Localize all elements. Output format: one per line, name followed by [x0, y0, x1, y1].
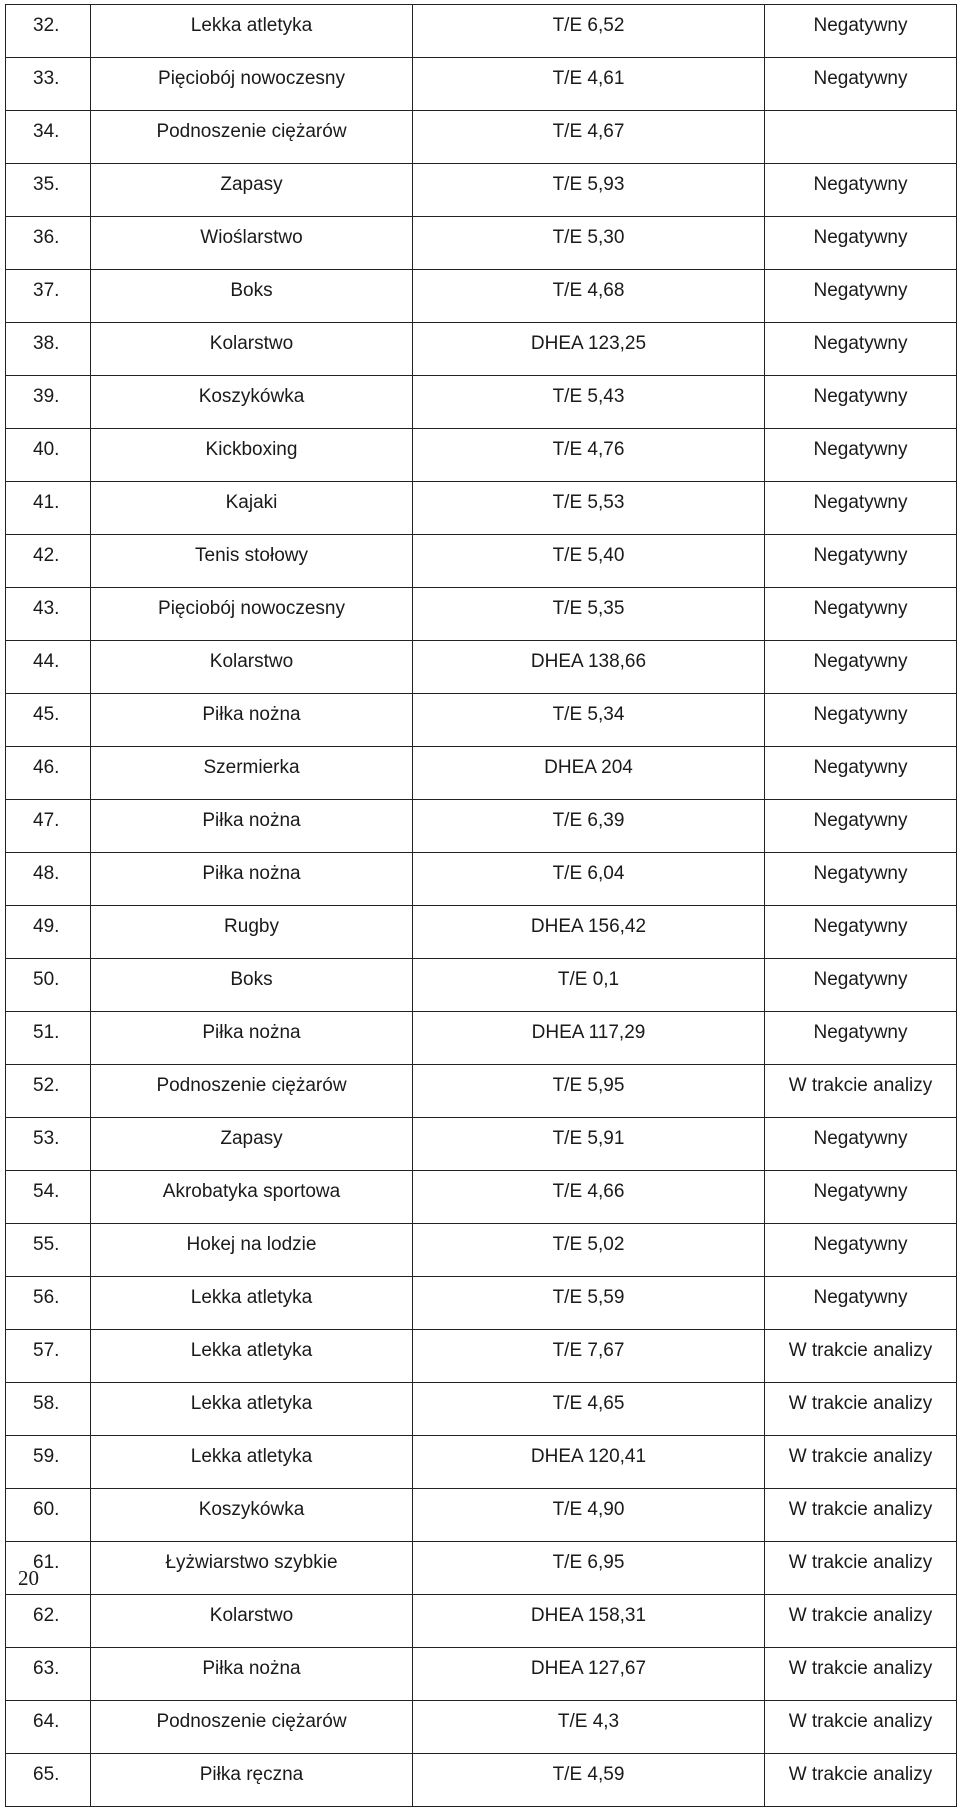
test-value-cell: T/E 5,35 [413, 588, 765, 641]
table-row [6, 588, 957, 641]
result-cell: W trakcie analizy [765, 1648, 957, 1701]
table-row [6, 1648, 957, 1701]
test-value-cell: T/E 5,34 [413, 694, 765, 747]
sport-cell: Szermierka [91, 747, 413, 800]
test-value-cell: T/E 4,68 [413, 270, 765, 323]
row-number-cell: 36. [6, 217, 91, 270]
row-number-cell: 38. [6, 323, 91, 376]
row-number-cell: 65. [6, 1754, 91, 1807]
row-number-cell: 57. [6, 1330, 91, 1383]
result-cell: W trakcie analizy [765, 1595, 957, 1648]
sport-cell: Hokej na lodzie [91, 1224, 413, 1277]
sport-cell: Podnoszenie ciężarów [91, 111, 413, 164]
sport-cell: Kolarstwo [91, 1595, 413, 1648]
row-number-cell: 42. [6, 535, 91, 588]
table-row [6, 58, 957, 111]
test-value-cell: T/E 5,02 [413, 1224, 765, 1277]
row-number-cell: 40. [6, 429, 91, 482]
page-number: 20 [18, 1566, 39, 1590]
table-row [6, 270, 957, 323]
row-number-cell: 56. [6, 1277, 91, 1330]
test-value-cell: DHEA 204 [413, 747, 765, 800]
result-cell: Negatywny [765, 482, 957, 535]
test-value-cell: T/E 4,61 [413, 58, 765, 111]
row-number-cell: 37. [6, 270, 91, 323]
sport-cell: Wioślarstwo [91, 217, 413, 270]
results-table [5, 4, 957, 1807]
result-cell: Negatywny [765, 1224, 957, 1277]
test-value-cell: DHEA 138,66 [413, 641, 765, 694]
sport-cell: Kolarstwo [91, 641, 413, 694]
result-cell: Negatywny [765, 5, 957, 58]
table-row [6, 5, 957, 58]
result-cell: Negatywny [765, 1277, 957, 1330]
test-value-cell: T/E 4,67 [413, 111, 765, 164]
sport-cell: Podnoszenie ciężarów [91, 1701, 413, 1754]
result-cell: Negatywny [765, 270, 957, 323]
sport-cell: Zapasy [91, 1118, 413, 1171]
row-number-cell: 45. [6, 694, 91, 747]
table-row [6, 853, 957, 906]
sport-cell: Podnoszenie ciężarów [91, 1065, 413, 1118]
test-value-cell: T/E 5,59 [413, 1277, 765, 1330]
result-cell: Negatywny [765, 376, 957, 429]
sport-cell: Pięciobój nowoczesny [91, 588, 413, 641]
row-number-cell: 49. [6, 906, 91, 959]
result-cell: Negatywny [765, 429, 957, 482]
row-number-cell: 39. [6, 376, 91, 429]
sport-cell: Lekka atletyka [91, 1383, 413, 1436]
result-cell: Negatywny [765, 1171, 957, 1224]
row-number-cell: 33. [6, 58, 91, 111]
table-row [6, 1754, 957, 1807]
table-row [6, 1277, 957, 1330]
result-cell [765, 111, 957, 164]
row-number-cell: 64. [6, 1701, 91, 1754]
sport-cell: Kolarstwo [91, 323, 413, 376]
test-value-cell: T/E 4,3 [413, 1701, 765, 1754]
table-row [6, 906, 957, 959]
table-row [6, 482, 957, 535]
sport-cell: Akrobatyka sportowa [91, 1171, 413, 1224]
table-row [6, 429, 957, 482]
test-value-cell: T/E 6,95 [413, 1542, 765, 1595]
table-row [6, 1012, 957, 1065]
test-value-cell: DHEA 120,41 [413, 1436, 765, 1489]
test-value-cell: T/E 5,93 [413, 164, 765, 217]
sport-cell: Lekka atletyka [91, 5, 413, 58]
test-value-cell: DHEA 123,25 [413, 323, 765, 376]
sport-cell: Piłka nożna [91, 853, 413, 906]
test-value-cell: T/E 5,95 [413, 1065, 765, 1118]
table-row [6, 1118, 957, 1171]
sport-cell: Lekka atletyka [91, 1330, 413, 1383]
table-row [6, 164, 957, 217]
result-cell: Negatywny [765, 959, 957, 1012]
test-value-cell: T/E 4,59 [413, 1754, 765, 1807]
row-number-cell: 41. [6, 482, 91, 535]
sport-cell: Piłka nożna [91, 1648, 413, 1701]
row-number-cell: 52. [6, 1065, 91, 1118]
test-value-cell: T/E 5,30 [413, 217, 765, 270]
row-number-cell: 63. [6, 1648, 91, 1701]
row-number-cell: 60. [6, 1489, 91, 1542]
test-value-cell: T/E 5,43 [413, 376, 765, 429]
table-row [6, 1489, 957, 1542]
row-number-cell: 44. [6, 641, 91, 694]
test-value-cell: T/E 6,04 [413, 853, 765, 906]
result-cell: Negatywny [765, 535, 957, 588]
result-cell: Negatywny [765, 853, 957, 906]
sport-cell: Tenis stołowy [91, 535, 413, 588]
result-cell: Negatywny [765, 641, 957, 694]
sport-cell: Piłka ręczna [91, 1754, 413, 1807]
row-number-cell: 58. [6, 1383, 91, 1436]
result-cell: W trakcie analizy [765, 1383, 957, 1436]
table-row [6, 323, 957, 376]
row-number-cell: 32. [6, 5, 91, 58]
test-value-cell: T/E 6,39 [413, 800, 765, 853]
test-value-cell: T/E 5,40 [413, 535, 765, 588]
table-row [6, 1383, 957, 1436]
results-table-body [6, 5, 957, 1807]
sport-cell: Boks [91, 959, 413, 1012]
row-number-cell: 35. [6, 164, 91, 217]
row-number-cell: 54. [6, 1171, 91, 1224]
table-row [6, 1224, 957, 1277]
test-value-cell: T/E 4,90 [413, 1489, 765, 1542]
sport-cell: Lekka atletyka [91, 1277, 413, 1330]
row-number-cell: 53. [6, 1118, 91, 1171]
result-cell: W trakcie analizy [765, 1754, 957, 1807]
row-number-cell: 50. [6, 959, 91, 1012]
sport-cell: Piłka nożna [91, 1012, 413, 1065]
test-value-cell: T/E 7,67 [413, 1330, 765, 1383]
row-number-cell: 47. [6, 800, 91, 853]
row-number-cell: 61. [6, 1542, 91, 1595]
table-row [6, 694, 957, 747]
sport-cell: Kickboxing [91, 429, 413, 482]
result-cell: Negatywny [765, 694, 957, 747]
table-row [6, 1065, 957, 1118]
result-cell: Negatywny [765, 164, 957, 217]
row-number-cell: 62. [6, 1595, 91, 1648]
sport-cell: Rugby [91, 906, 413, 959]
table-row [6, 1436, 957, 1489]
test-value-cell: T/E 4,65 [413, 1383, 765, 1436]
test-value-cell: T/E 6,52 [413, 5, 765, 58]
table-row [6, 535, 957, 588]
table-row [6, 800, 957, 853]
result-cell: W trakcie analizy [765, 1436, 957, 1489]
test-value-cell: T/E 4,66 [413, 1171, 765, 1224]
sport-cell: Piłka nożna [91, 800, 413, 853]
test-value-cell: T/E 4,76 [413, 429, 765, 482]
test-value-cell: DHEA 117,29 [413, 1012, 765, 1065]
table-row [6, 1330, 957, 1383]
sport-cell: Pięciobój nowoczesny [91, 58, 413, 111]
result-cell: Negatywny [765, 217, 957, 270]
sport-cell: Koszykówka [91, 1489, 413, 1542]
test-value-cell: T/E 5,53 [413, 482, 765, 535]
test-value-cell: T/E 5,91 [413, 1118, 765, 1171]
row-number-cell: 59. [6, 1436, 91, 1489]
sport-cell: Kajaki [91, 482, 413, 535]
test-value-cell: T/E 0,1 [413, 959, 765, 1012]
sport-cell: Boks [91, 270, 413, 323]
table-row [6, 1542, 957, 1595]
result-cell: Negatywny [765, 747, 957, 800]
result-cell: Negatywny [765, 323, 957, 376]
result-cell: W trakcie analizy [765, 1065, 957, 1118]
row-number-cell: 55. [6, 1224, 91, 1277]
table-row [6, 111, 957, 164]
row-number-cell: 43. [6, 588, 91, 641]
row-number-cell: 51. [6, 1012, 91, 1065]
result-cell: W trakcie analizy [765, 1489, 957, 1542]
test-value-cell: DHEA 156,42 [413, 906, 765, 959]
sport-cell: Łyżwiarstwo szybkie [91, 1542, 413, 1595]
table-row [6, 1595, 957, 1648]
result-cell: Negatywny [765, 588, 957, 641]
sport-cell: Zapasy [91, 164, 413, 217]
sport-cell: Koszykówka [91, 376, 413, 429]
row-number-cell: 48. [6, 853, 91, 906]
result-cell: W trakcie analizy [765, 1330, 957, 1383]
result-cell: Negatywny [765, 800, 957, 853]
result-cell: Negatywny [765, 906, 957, 959]
result-cell: W trakcie analizy [765, 1542, 957, 1595]
table-row [6, 1701, 957, 1754]
result-cell: Negatywny [765, 58, 957, 111]
result-cell: Negatywny [765, 1118, 957, 1171]
table-row [6, 376, 957, 429]
row-number-cell: 34. [6, 111, 91, 164]
table-row [6, 747, 957, 800]
table-row [6, 641, 957, 694]
sport-cell: Lekka atletyka [91, 1436, 413, 1489]
table-row [6, 959, 957, 1012]
test-value-cell: DHEA 127,67 [413, 1648, 765, 1701]
table-row [6, 1171, 957, 1224]
row-number-cell: 46. [6, 747, 91, 800]
result-cell: W trakcie analizy [765, 1701, 957, 1754]
sport-cell: Piłka nożna [91, 694, 413, 747]
test-value-cell: DHEA 158,31 [413, 1595, 765, 1648]
result-cell: Negatywny [765, 1012, 957, 1065]
table-row [6, 217, 957, 270]
